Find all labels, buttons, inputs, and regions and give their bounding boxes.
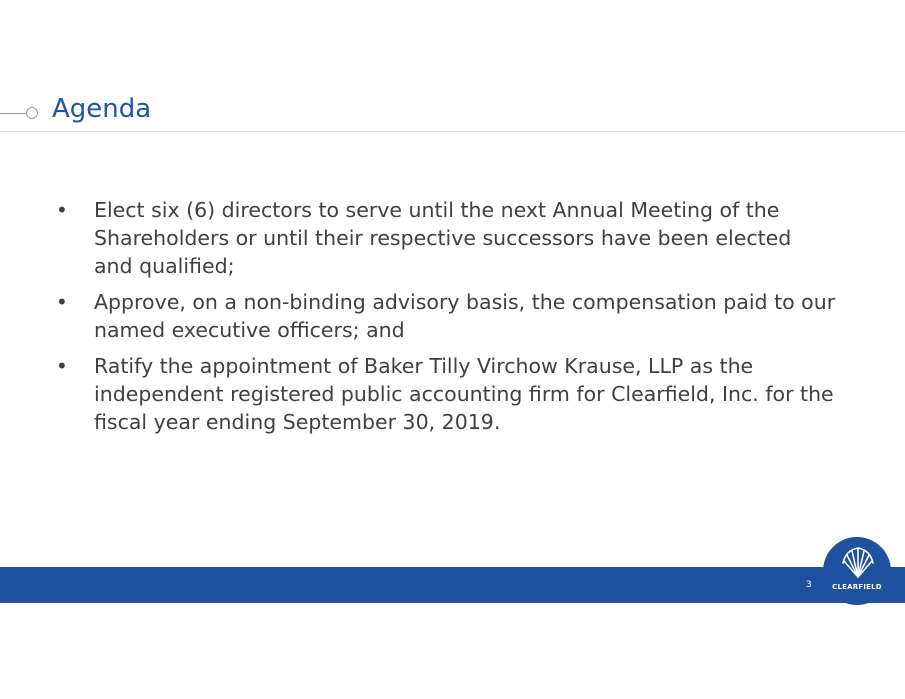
- page-number: 3: [806, 580, 812, 590]
- header-line: [0, 113, 28, 114]
- bullet-text: Elect six (6) directors to serve until the next Annual Meeting of the Shareholders or until their respective successors have been elected and qualified;: [94, 198, 792, 278]
- footer-band: [0, 567, 905, 603]
- bullet-marker: •: [56, 354, 68, 378]
- bullet-marker: •: [56, 198, 68, 222]
- list-item: [56, 288, 836, 344]
- header-divider: [0, 131, 905, 132]
- clearfield-shell-logo-icon: [838, 543, 878, 583]
- bullet-marker: •: [56, 290, 68, 314]
- logo-wordmark: CLEARFIELD: [832, 583, 882, 591]
- list-item: [56, 196, 836, 280]
- list-item: [56, 352, 836, 436]
- bullet-text: Ratify the appointment of Baker Tilly Virchow Krause, LLP as the independent registered public accounting firm for Clearfield, Inc. for the fiscal year ending September 30, 2019.: [94, 354, 834, 434]
- bullet-text: Approve, on a non-binding advisory basis, the compensation paid to our named executive officers; and: [94, 290, 836, 342]
- slide-title: Agenda: [52, 94, 152, 124]
- circle-marker-icon: [26, 107, 38, 119]
- agenda-list: [56, 196, 836, 444]
